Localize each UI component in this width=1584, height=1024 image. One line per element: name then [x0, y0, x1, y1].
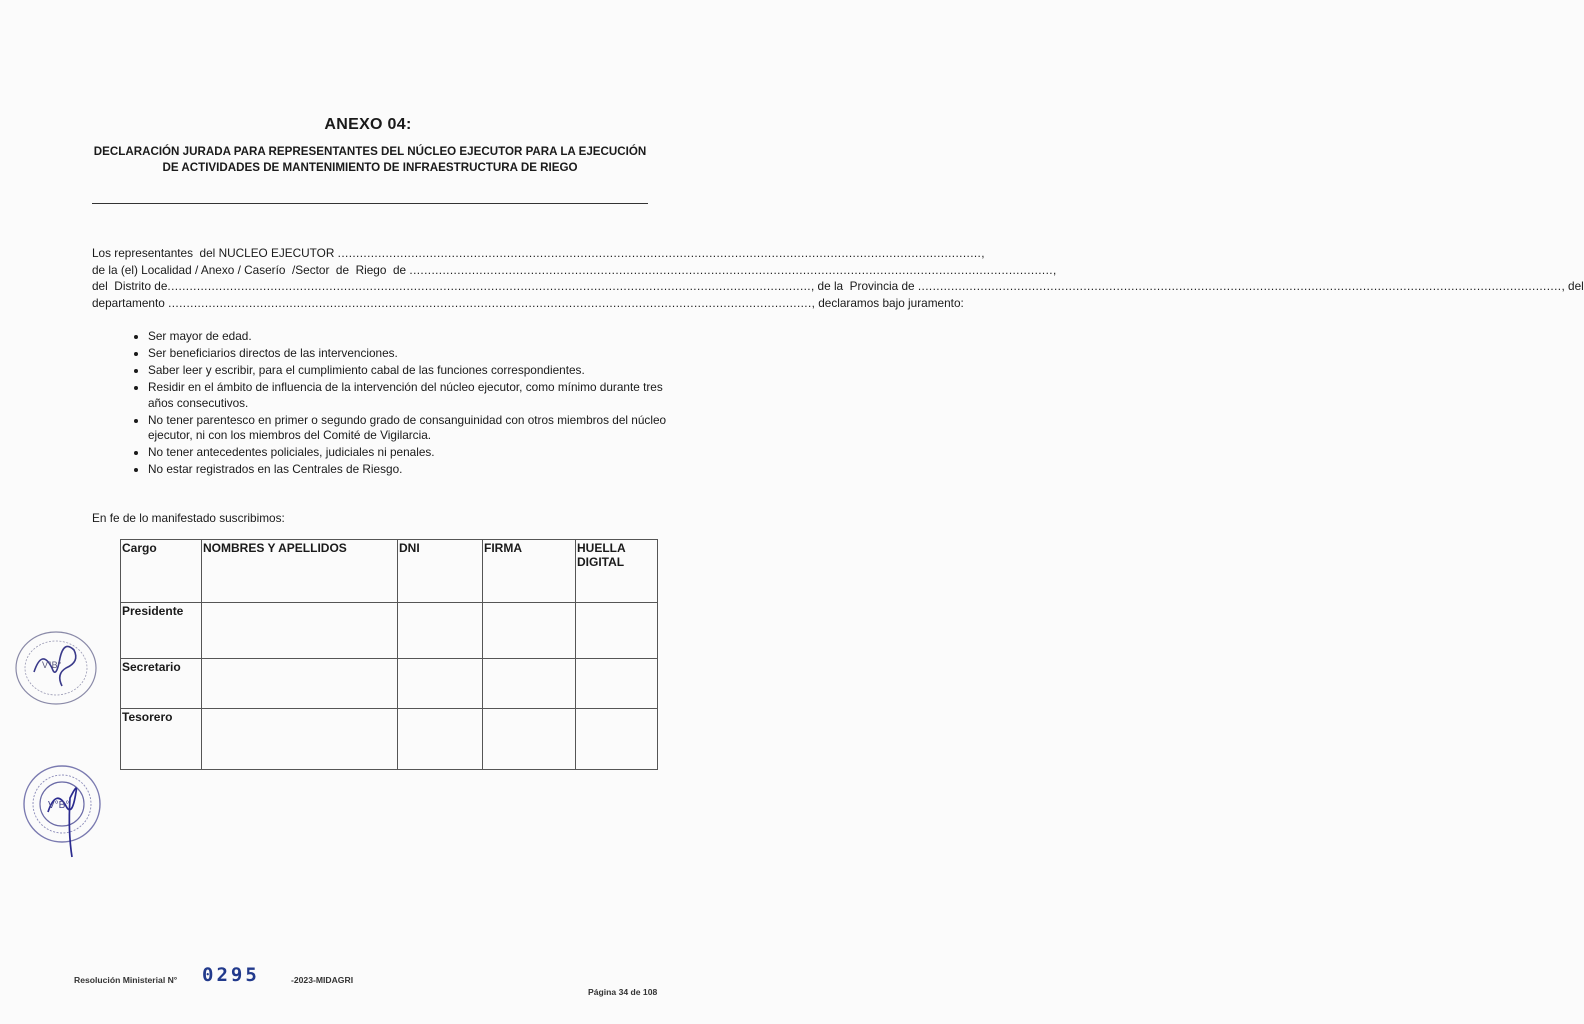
role-cell: Presidente: [121, 602, 202, 658]
names-cell: [202, 602, 398, 658]
signature-cell: [483, 709, 576, 770]
dni-cell: [398, 659, 483, 709]
fill-in-blank: ...............................................................................................................................................................................: [409, 262, 1053, 277]
header-fingerprint: HUELLA DIGITAL: [576, 540, 658, 603]
header-cargo: Cargo: [121, 540, 202, 603]
table-header-row: [121, 540, 658, 603]
header-dni: DNI: [398, 540, 483, 603]
intro-line-1: [92, 245, 985, 262]
resolution-year: -2023-MIDAGRI: [291, 975, 354, 985]
intro-paragraph: [92, 245, 1584, 311]
role-cell: Secretario: [121, 659, 202, 709]
fill-in-blank: ...............................................................................................................................................................................: [337, 246, 982, 260]
table-row: [121, 659, 658, 709]
annex-title: ANEXO 04:: [324, 116, 412, 133]
closing-statement: En fe de lo manifestado suscribimos:: [92, 511, 285, 525]
intro-text: , de la Provincia de: [810, 279, 918, 293]
fill-in-blank: ...............................................................................................................................................................................: [917, 279, 1562, 293]
declaration-title: DECLARACIÓN JURADA PARA REPRESENTANTES DEL NÚCLEO EJECUTOR PARA LA EJECUCIÓN DE ACTIVIDADES DE MANTENIMIENTO DE INFRAESTRUCTURA DE RIEGO: [93, 145, 647, 174]
intro-line-3: [92, 278, 1584, 295]
official-seal-2: [12, 762, 112, 862]
requirement-item: • No tener antecedentes policiales, judiciales ni penales.: [148, 445, 670, 461]
table-row: [121, 602, 658, 658]
official-seal-1: [12, 628, 102, 708]
intro-text: , del: [1561, 279, 1584, 293]
signature-cell: [483, 659, 576, 709]
intro-text: de la (el) Localidad / Anexo / Caserío /Sector de Riego de: [92, 262, 410, 277]
intro-line-4: [92, 295, 964, 312]
fingerprint-cell: [576, 659, 658, 709]
page-number: Página 34 de 108: [588, 987, 658, 997]
intro-text: ,: [1052, 262, 1057, 277]
requirement-item: • Saber leer y escribir, para el cumplimiento cabal de las funciones correspondientes.: [148, 363, 670, 379]
intro-text: departamento: [92, 295, 169, 310]
title-divider: [92, 203, 648, 204]
fingerprint-cell: [576, 709, 658, 770]
svg-text:V°B°: V°B°: [48, 800, 70, 811]
dni-cell: [398, 602, 483, 658]
intro-text: Los representantes del NUCLEO EJECUTOR: [92, 246, 338, 260]
intro-text: del Distrito de: [92, 279, 168, 293]
requirements-list: [118, 329, 670, 479]
dni-cell: [398, 709, 483, 770]
intro-text: ,: [981, 246, 985, 260]
signature-table: [120, 539, 658, 770]
requirement-item: • Residir en el ámbito de influencia de la intervención del núcleo ejecutor, como mínimo durante tres años consecutivos.: [148, 380, 670, 411]
resolution-number: 0295: [202, 964, 260, 986]
requirement-item: • No estar registrados en las Centrales de Riesgo.: [148, 462, 670, 478]
requirement-item: • No tener parentesco en primer o segundo grado de consanguinidad con otros miembros del núcleo ejecutor, ni con los miembros del Comité de Vigilarcia.: [148, 413, 670, 444]
signature-cell: [483, 602, 576, 658]
header-names: NOMBRES Y APELLIDOS: [202, 540, 398, 603]
names-cell: [202, 659, 398, 709]
intro-text: , declaramos bajo juramento:: [811, 295, 964, 310]
fingerprint-cell: [576, 602, 658, 658]
intro-line-2: [92, 262, 1057, 279]
header-signature: FIRMA: [483, 540, 576, 603]
role-cell: Tesorero: [121, 709, 202, 770]
svg-text:V°B°: V°B°: [42, 660, 62, 670]
fill-in-blank: ...............................................................................................................................................................................: [168, 295, 812, 310]
resolution-label: Resolución Ministerial N°: [74, 975, 178, 985]
requirement-item: • Ser mayor de edad.: [148, 329, 670, 345]
table-row: [121, 709, 658, 770]
requirement-item: • Ser beneficiarios directos de las intervenciones.: [148, 346, 670, 362]
names-cell: [202, 709, 398, 770]
fill-in-blank: ...............................................................................................................................................................................: [167, 279, 811, 293]
